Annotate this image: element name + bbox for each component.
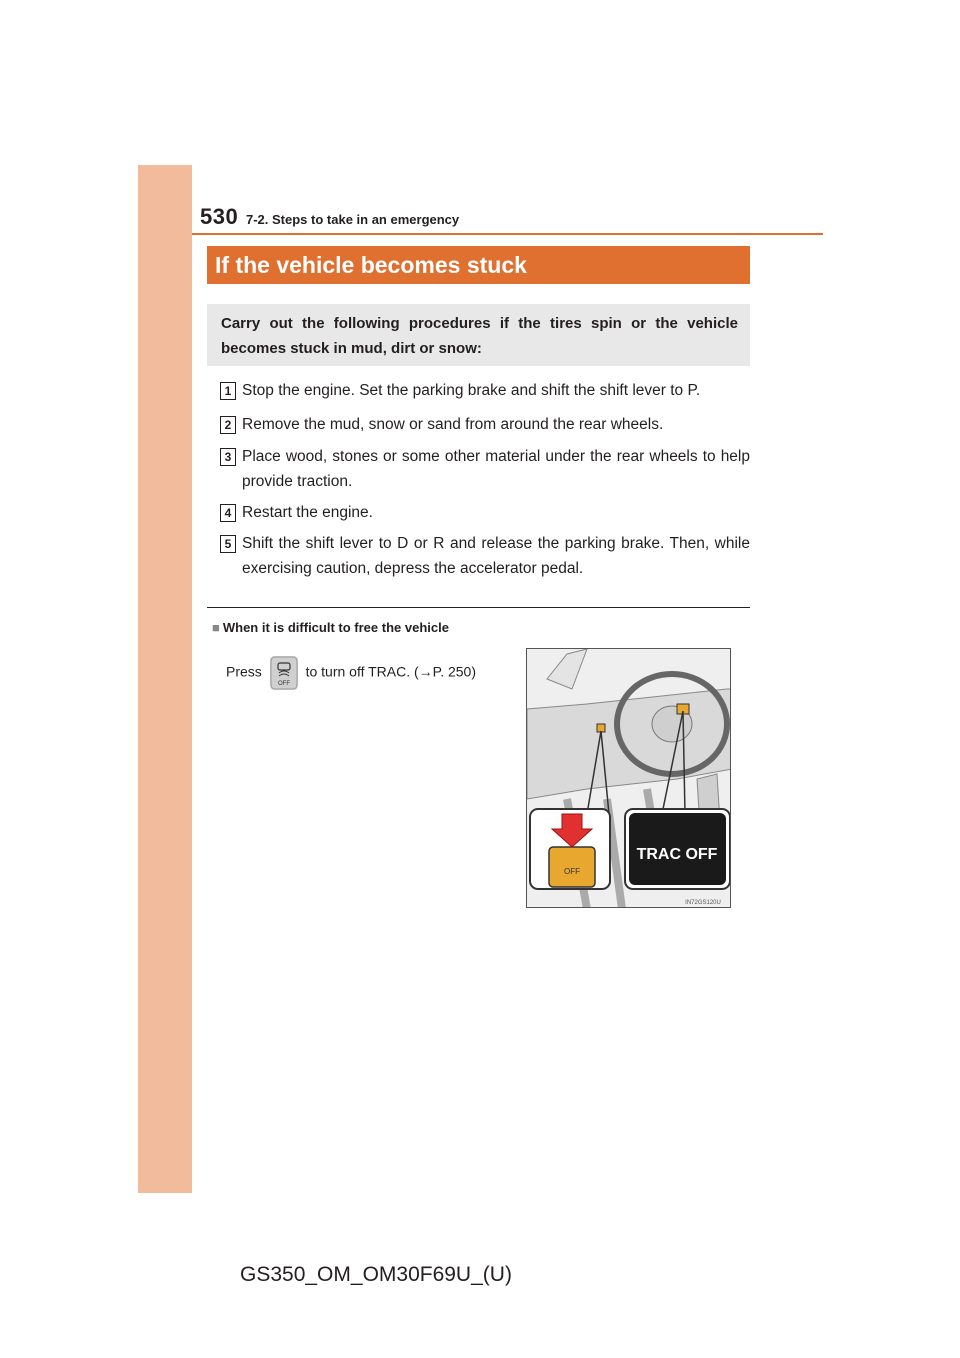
svg-text:OFF: OFF (277, 681, 290, 687)
page-number: 530 (200, 204, 239, 229)
section-title: 7-2. Steps to take in an emergency (246, 212, 460, 227)
footer-document-code: GS350_OM_OM30F69U_(U) (240, 1263, 512, 1286)
step-2 (220, 412, 750, 437)
step-text: Stop the engine. Set the parking brake and shift the shift lever to P. (242, 382, 701, 399)
trac-off-illustration (526, 648, 731, 908)
figure-indicator-label: TRAC OFF (636, 846, 718, 863)
note-heading-text: When it is difficult to free the vehicle (222, 620, 449, 635)
step-number: 5 (220, 535, 236, 553)
note-heading (212, 620, 449, 635)
step-number: 3 (220, 448, 236, 466)
figure-button-label: OFF (564, 867, 580, 876)
intro-text: Carry out the following procedures if the tires spin or the vehicle becomes stuck in mud, dirt or snow: (221, 315, 738, 357)
intro-box (207, 304, 750, 366)
trac-off-button-icon (270, 656, 298, 690)
note-text (226, 656, 476, 690)
note-press-prefix: Press (226, 663, 262, 680)
step-number: 1 (220, 382, 236, 400)
step-text: Shift the shift lever to D or R and release the parking brake. Then, while exercising caution, depress the accelerator pedal. (242, 535, 750, 577)
step-5 (220, 531, 750, 581)
step-1 (220, 378, 750, 403)
step-number: 2 (220, 416, 236, 434)
header-rule (192, 233, 823, 235)
note-press-suffix: to turn off TRAC. (→P. 250) (305, 663, 476, 680)
section-divider (207, 607, 750, 608)
step-3 (220, 444, 750, 494)
step-4 (220, 500, 750, 525)
step-number: 4 (220, 504, 236, 522)
page-title: If the vehicle becomes stuck (207, 246, 750, 284)
figure-code: IN72GS120U (685, 900, 721, 906)
square-bullet-icon: ■ (212, 620, 220, 635)
step-text: Place wood, stones or some other material under the rear wheels to help provide traction. (242, 448, 750, 490)
step-text: Restart the engine. (242, 504, 373, 521)
side-tab-band (138, 165, 192, 1193)
step-text: Remove the mud, snow or sand from around the rear wheels. (242, 416, 664, 433)
